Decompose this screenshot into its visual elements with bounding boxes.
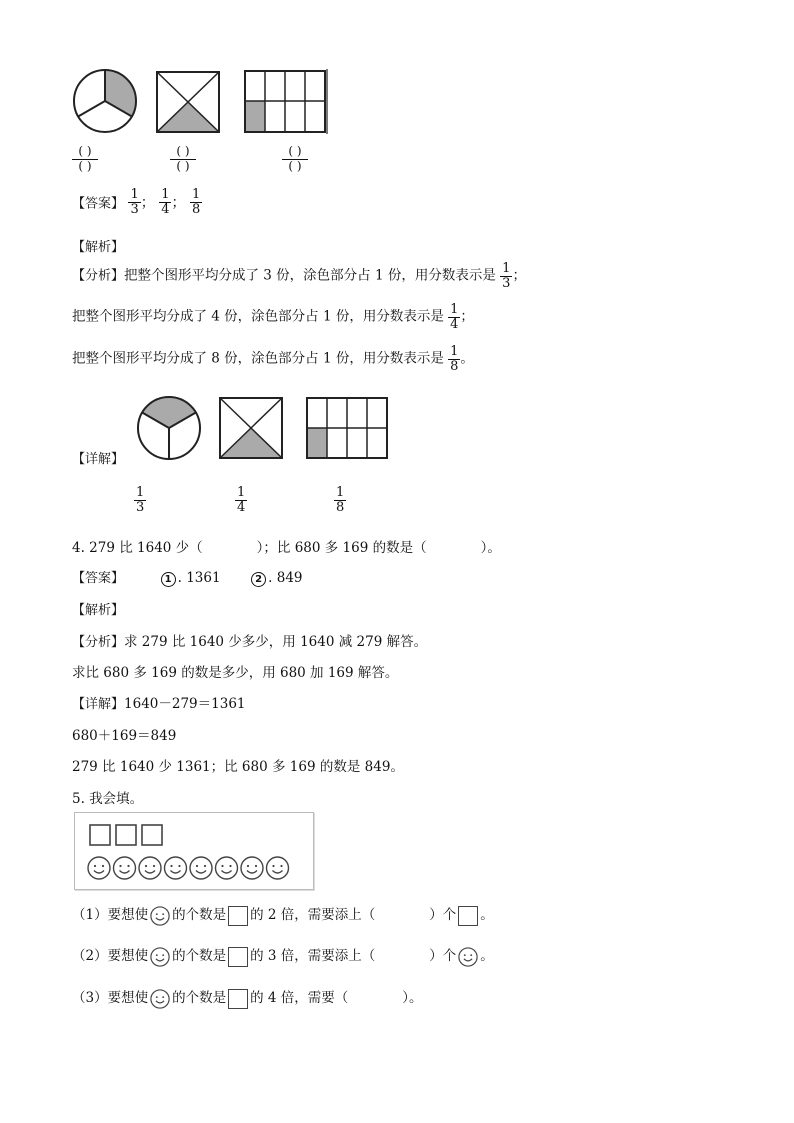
square-icon	[228, 989, 248, 1009]
q3-answer-row: 【答案】 $\frac{1}{3}$ ； $\frac{1}{4}$ ； $\frac{1}{8}$	[72, 187, 201, 217]
square-icon	[228, 947, 248, 967]
q5-smiles	[87, 855, 307, 881]
answer-tag: 【答案】	[72, 571, 125, 586]
detail-grid-figure	[306, 397, 390, 459]
answer-fraction-2: $\frac{1}{4}$	[161, 187, 170, 217]
circled-number-1: 1	[161, 572, 176, 587]
smile-face	[88, 857, 110, 879]
smile-icon	[150, 947, 170, 967]
answer-fraction-3: $\frac{1}{8}$	[191, 187, 201, 217]
answer-tag: 【答案】	[72, 196, 125, 212]
q4-fenxi-line-2: 求比 680 多 169 的数是多少，用 680 加 169 解答。	[72, 665, 399, 681]
grid-eighths-figure	[244, 70, 330, 134]
blank-fraction-2[interactable]: ( ) ( )	[170, 145, 196, 174]
q3-jiexi-tag: 【解析】	[72, 240, 125, 255]
smile-icon	[150, 989, 170, 1009]
detail-fraction-1: $\frac{1}{3}$	[136, 485, 145, 515]
smile-face	[267, 857, 289, 879]
q3-fenxi-line-2: 把整个图形平均分成了 4 份，涂色部分占 1 份，用分数表示是 $\frac{1}{4}$ ；	[72, 302, 474, 332]
blank-fraction-3[interactable]: ( ) ( )	[282, 145, 308, 174]
q5-sub-question-3: （3）要想使 的个数是 的 4 倍，需要（ ）。	[72, 986, 423, 1009]
smile-icon	[150, 906, 170, 926]
q4-xiangjie-line-2: 680＋169＝849	[72, 728, 177, 744]
q4-jiexi-tag: 【解析】	[72, 603, 125, 618]
detail-fraction-3: $\frac{1}{8}$	[336, 485, 345, 515]
blank-fraction-1[interactable]: ( ) ( )	[72, 145, 98, 174]
q5-sub-question-2: （2）要想使 的个数是 的 3 倍，需要添上（ ）个 。	[72, 944, 494, 967]
circled-number-2: 2	[251, 572, 266, 587]
smile-face	[216, 857, 238, 879]
q3-fenxi-line-1: 【分析】把整个图形平均分成了 3 份，涂色部分占 1 份，用分数表示是 $\frac{1}{3}$ ；	[72, 261, 526, 291]
square-icon	[458, 906, 478, 926]
q4-xiangjie-line-3: 279 比 1640 少 1361；比 680 多 169 的数是 849。	[72, 759, 404, 775]
smile-face	[241, 857, 263, 879]
circle-thirds-figure	[72, 68, 138, 134]
q4-xiangjie-line-1: 【详解】1640－279＝1361	[72, 696, 246, 712]
smile-face	[190, 857, 212, 879]
detail-square-figure	[219, 397, 283, 459]
q4-answer-row: 【答案】 1 . 1361 2 . 849	[72, 570, 303, 586]
q5-title: 5. 我会填。	[72, 791, 144, 807]
q4-question: 4. 279 比 1640 少（ ）；比 680 多 169 的数是（ ）。	[72, 540, 501, 556]
smile-face	[114, 857, 136, 879]
q3-fenxi-line-3: 把整个图形平均分成了 8 份，涂色部分占 1 份，用分数表示是 $\frac{1}{8}$ 。	[72, 344, 474, 374]
q4-fenxi-line-1: 【分析】求 279 比 1640 少多少，用 1640 减 279 解答。	[72, 634, 428, 650]
q5-boxes	[89, 824, 179, 848]
q5-picture-frame	[74, 812, 314, 890]
detail-fraction-2: $\frac{1}{4}$	[237, 485, 246, 515]
square-icon	[228, 906, 248, 926]
square-quarters-figure	[156, 71, 220, 133]
detail-circle-figure	[136, 395, 202, 461]
smile-face	[165, 857, 187, 879]
answer-fraction-1: $\frac{1}{3}$	[130, 187, 139, 217]
smile-face	[139, 857, 161, 879]
smile-icon	[458, 947, 478, 967]
q5-sub-question-1: （1）要想使 的个数是 的 2 倍，需要添上（ ）个 。	[72, 903, 494, 926]
q3-xiangjie-tag: 【详解】	[72, 452, 125, 467]
